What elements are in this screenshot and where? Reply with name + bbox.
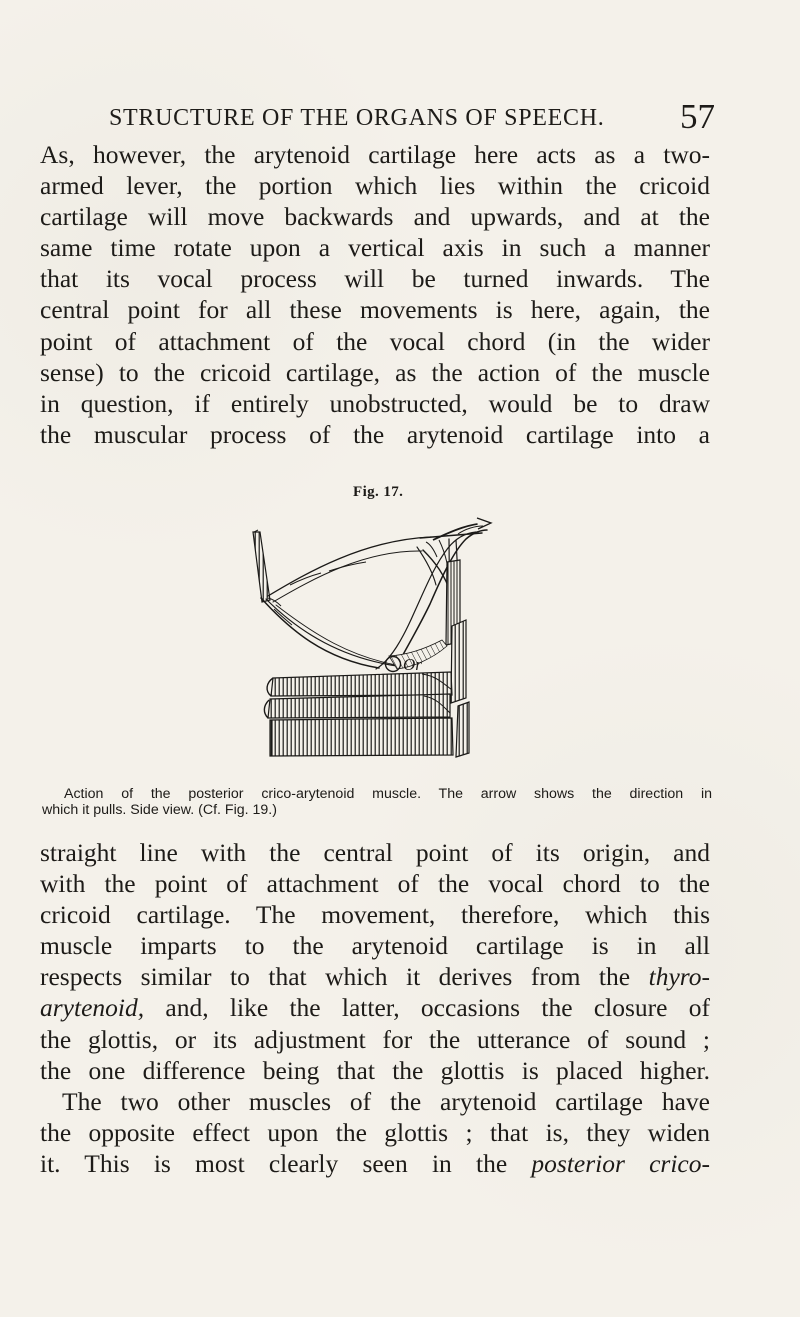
- paragraph-line: the opposite effect upon the glottis ; that is, they widen: [40, 1117, 710, 1147]
- paragraph-line: straight line with the central point of its origin, and: [40, 838, 710, 867]
- caption-line-2: which it pulls. Side view. (Cf. Fig. 19.): [42, 802, 277, 818]
- left-muscle-band: [253, 530, 270, 602]
- bottom-paragraph: [40, 837, 710, 1179]
- top-paragraph: [40, 139, 710, 450]
- anatomy-illustration: [246, 512, 501, 770]
- paragraph-line: that its vocal process will be turned inwards. The: [40, 264, 710, 294]
- paragraph-line: the muscular process of the arytenoid cartilage into a: [40, 419, 710, 449]
- paragraph-line-with-italic: [40, 992, 710, 1023]
- paragraph-line: point of attachment of the vocal chord (in the wider: [40, 326, 710, 356]
- paragraph-line: muscle imparts to the arytenoid cartilage is in all: [40, 931, 710, 961]
- small-details: [290, 540, 447, 585]
- lower-cricoid-bands: [264, 672, 453, 756]
- paragraph-line: sense) to the cricoid cartilage, as the action of the muscle: [40, 357, 710, 387]
- paragraph-line: The two other muscles of the arytenoid cartilage have: [62, 1086, 710, 1116]
- paragraph-line-part: it. This is most clearly seen in the: [40, 1148, 508, 1178]
- paragraph-line-with-italic: [40, 961, 710, 992]
- paragraph-line: As, however, the arytenoid cartilage here acts as a two-: [40, 140, 710, 169]
- paragraph-line: the one difference being that the glottis is placed higher.: [40, 1055, 710, 1085]
- paragraph-line-part: respects similar to that which it derives from the: [40, 962, 631, 992]
- paragraph-line-part: and, like the latter, occasions the closure of: [165, 993, 711, 1023]
- paragraph-line: same time rotate upon a vertical axis in such a manner: [40, 233, 710, 263]
- paragraph-line: central point for all these movements is here, again, the: [40, 295, 710, 325]
- caption-line-1: Action of the posterior crico-arytenoid muscle. The arrow shows the direction in: [64, 786, 712, 802]
- page-number: 57: [680, 97, 715, 136]
- paragraph-line: armed lever, the portion which lies within the cricoid: [40, 171, 710, 201]
- paragraph-line: in question, if entirely unobstructed, would be to draw: [40, 388, 710, 418]
- figure-illustration: [246, 512, 501, 770]
- italic-term: thyro-: [648, 962, 710, 992]
- paragraph-line: the glottis, or its adjustment for the utterance of sound ;: [40, 1024, 710, 1054]
- figure-label: Fig. 17.: [353, 484, 404, 500]
- italic-term: arytenoid,: [40, 993, 145, 1023]
- paragraph-line-with-italic: [40, 1148, 710, 1179]
- italic-term: posterior crico-: [531, 1148, 710, 1178]
- figure-inner-label: Or: [403, 655, 422, 674]
- paragraph-line: cricoid cartilage. The movement, therefore, which this: [40, 900, 710, 930]
- paragraph-line: cartilage will move backwards and upwards, and at the: [40, 202, 710, 232]
- running-head: [109, 97, 715, 142]
- paragraph-line: with the point of attachment of the vocal chord to the: [40, 869, 710, 899]
- running-head-title: STRUCTURE OF THE ORGANS OF SPEECH.: [109, 105, 605, 131]
